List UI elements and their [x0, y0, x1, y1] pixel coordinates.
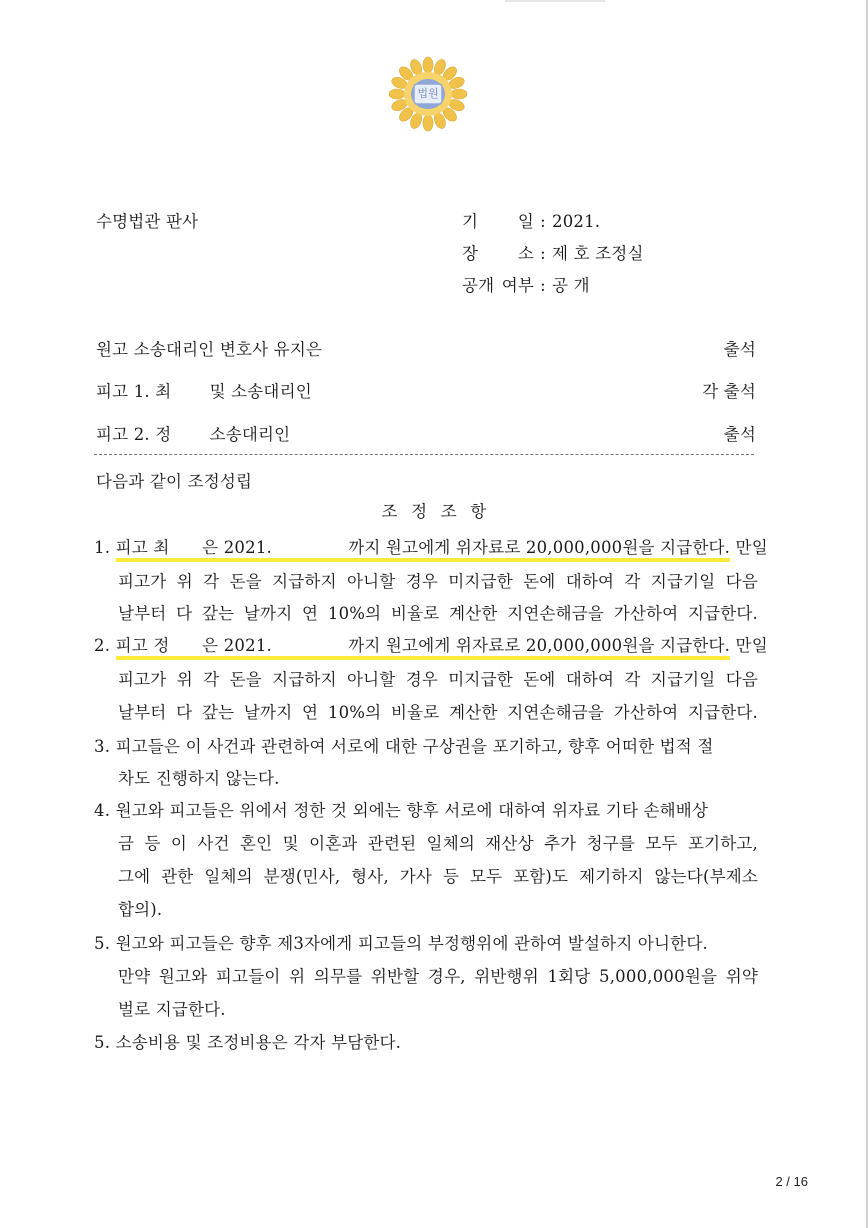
clause-2-line: 피고가 위 각 돈을 지급하지 아니할 경우 미지급한 돈에 대하여 각 지급기일 다음: [118, 670, 758, 689]
seal-text: 법원: [417, 87, 439, 100]
court-seal-icon: [386, 54, 470, 134]
clause-number: 2.: [94, 636, 111, 655]
scan-edge: [505, 0, 605, 2]
attendance-party: 원고 소송대리인 변호사 유지은: [96, 340, 323, 359]
clause-1-first-line: [94, 534, 768, 558]
attendance-status: 출석: [723, 340, 756, 359]
colon: :: [540, 276, 546, 295]
attendance-party: 피고 2. 정 소송대리인: [96, 425, 291, 444]
attendance-row: [96, 336, 756, 360]
highlighted-text: 피고 최 은 2021. 까지 원고에게 위자료로 20,000,000원을 지급한다.: [116, 538, 731, 562]
clause-3-first-line: [94, 733, 764, 757]
page-indicator: 2 / 16: [775, 1174, 808, 1189]
seal-petal: [423, 57, 433, 73]
colon: :: [540, 212, 546, 231]
place-value: 제 호 조정실: [552, 244, 644, 263]
attendance-status: 출석: [723, 425, 756, 444]
public-label: 공개 여부: [462, 276, 534, 295]
public-row: [462, 272, 590, 296]
clause-6-first-line: [94, 1029, 764, 1053]
clause-4-line: 금 등 이 사건 혼인 및 이혼과 관련된 일체의 재산상 추가 청구를 모두 포기하고,: [118, 834, 758, 853]
clause-2-first-line: [94, 632, 768, 656]
clause-5-first-line: [94, 930, 764, 954]
clause-4-line: 그에 관한 일체의 분쟁(민사, 형사, 가사 등 모두 포함)도 제기하지 않는다(부제소: [118, 867, 758, 886]
place-label: 장 소: [462, 244, 534, 263]
attendance-row: [96, 421, 756, 445]
place-row: [462, 240, 644, 264]
attendance-party: 피고 1. 최 및 소송대리인: [96, 382, 312, 401]
highlighted-text: 피고 정 은 2021. 까지 원고에게 위자료로 20,000,000원을 지급한다.: [116, 636, 731, 660]
clause-number: 1.: [94, 538, 111, 557]
date-row: [462, 208, 600, 232]
judge-line: 수명법관 판사: [96, 212, 199, 231]
clause-number: 5.: [94, 934, 111, 953]
dashed-divider: [94, 454, 754, 455]
clause-5-line: 만약 원고와 피고들이 위 의무를 위반할 경우, 위반행위 1회당 5,000,000원을 위약: [118, 967, 758, 986]
clause-4-line: 합의).: [118, 900, 163, 919]
section-title: 조 정 조 항: [381, 502, 487, 521]
clause-text: 원고와 피고들은 향후 제3자에게 피고들의 부정행위에 관하여 발설하지 아니한다.: [115, 934, 708, 953]
clause-text: 소송비용 및 조정비용은 각자 부담한다.: [115, 1033, 402, 1052]
clause-number: 4.: [94, 801, 111, 820]
date-label: 기 일: [462, 212, 534, 231]
clause-2-line: 날부터 다 갚는 날까지 연 10%의 비율로 계산한 지연손해금을 가산하여 지급한다.: [118, 703, 758, 722]
attendance-status: 각 출석: [702, 382, 756, 401]
clause-text: 원고와 피고들은 위에서 정한 것 외에는 향후 서로에 대하여 위자료 기타 손해배상: [115, 801, 709, 820]
clause-1-line: 피고가 위 각 돈을 지급하지 아니할 경우 미지급한 돈에 대하여 각 지급기일 다음: [118, 572, 758, 591]
clause-5-line: 벌로 지급한다.: [118, 1000, 226, 1019]
clause-text: 만일: [730, 636, 768, 655]
seal-petal: [423, 115, 433, 131]
clause-3-line: 차도 진행하지 않는다.: [118, 769, 280, 788]
clause-1-line: 날부터 다 갚는 날까지 연 10%의 비율로 계산한 지연손해금을 가산하여 지급한다.: [118, 604, 758, 623]
public-value: 공 개: [552, 276, 590, 295]
attendance-row: [96, 378, 756, 402]
intro-text: 다음과 같이 조정성립: [96, 472, 253, 491]
clause-text: 만일: [730, 538, 768, 557]
date-value: 2021.: [552, 212, 601, 231]
clause-number: 5.: [94, 1033, 111, 1052]
clause-4-first-line: [94, 797, 764, 821]
colon: :: [540, 244, 546, 263]
clause-number: 3.: [94, 737, 111, 756]
clause-text: 피고들은 이 사건과 관련하여 서로에 대한 구상권을 포기하고, 향후 어떠한 법적 절: [115, 737, 714, 756]
